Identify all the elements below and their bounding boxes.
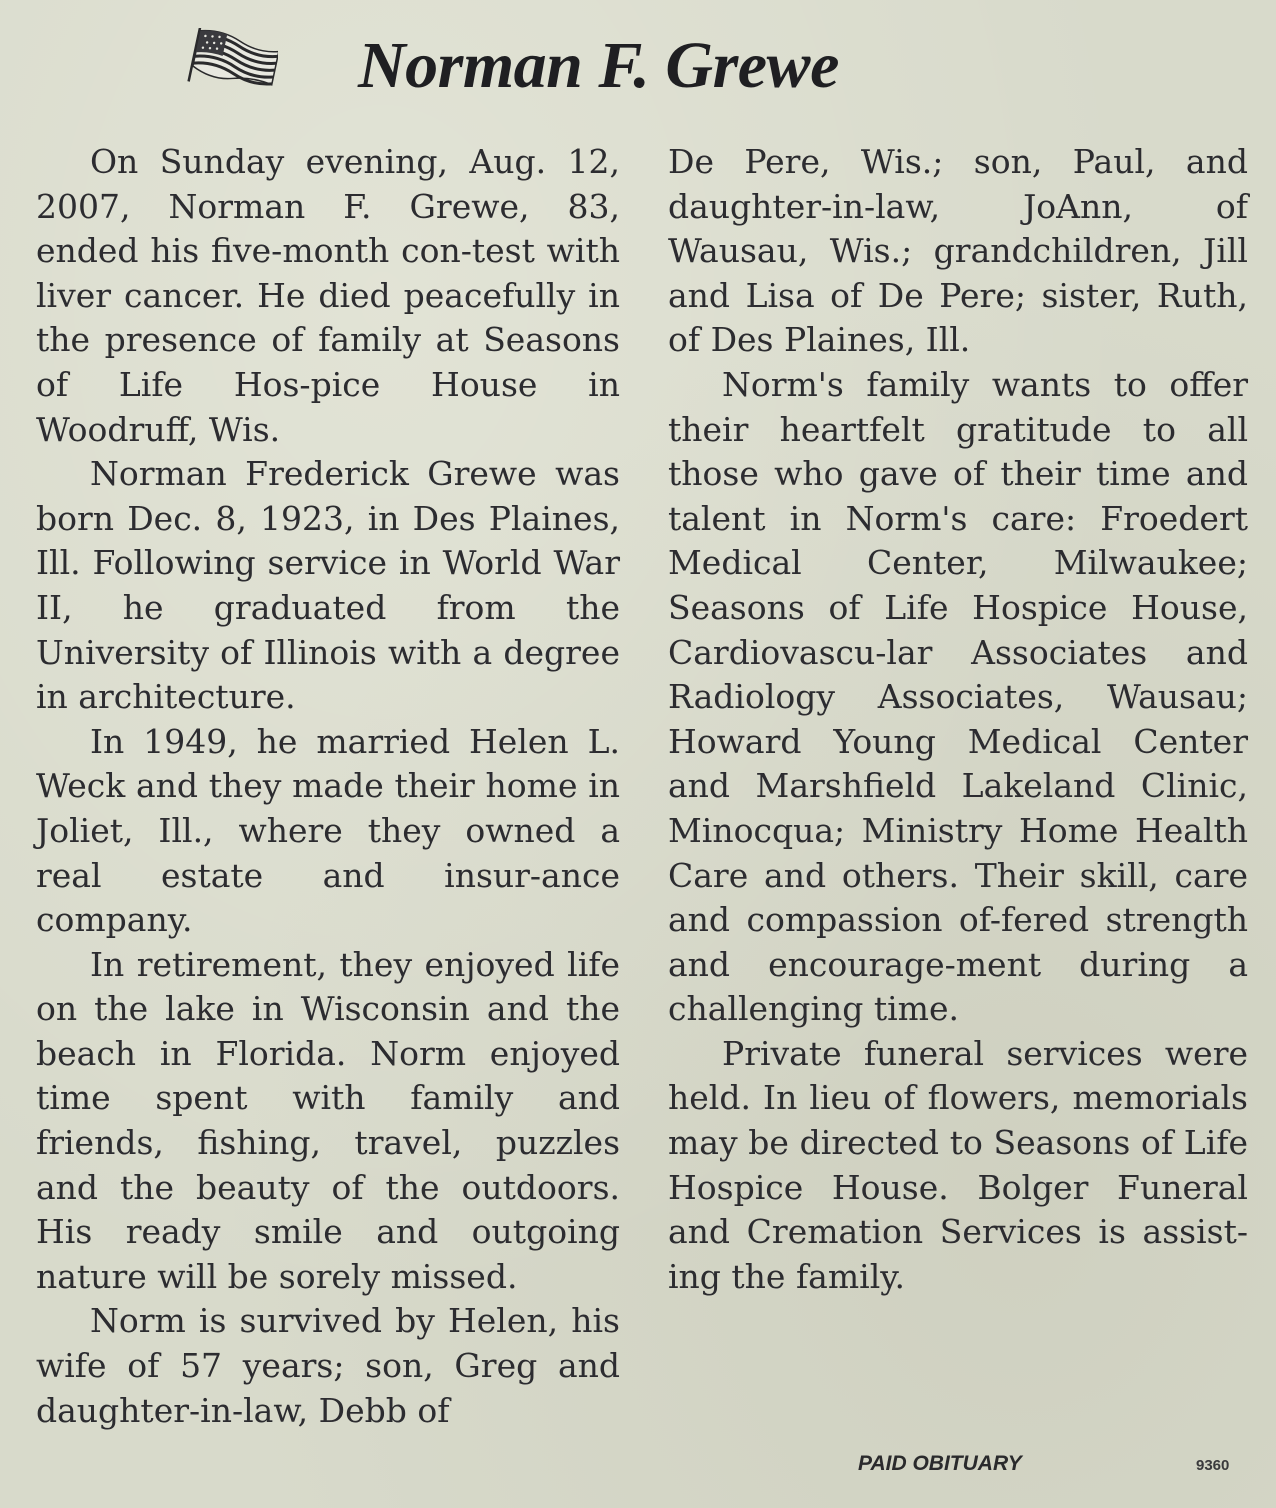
paid-obituary-label: PAID OBITUARY (858, 1452, 1022, 1475)
left-column (36, 140, 620, 1433)
paragraph: Private funeral services were held. In lieu of flowers, memorials may be directed to Seasons of Life Hospice House. Bolger Funeral and Cremation Services is assist-ing the family. (668, 1033, 1248, 1296)
right-column (668, 140, 1248, 1299)
paragraph: Norman Frederick Grewe was born Dec. 8, 1923, in Des Plaines, Ill. Following service in World War II, he graduated from the University of Illinois with a degree in architecture. (36, 454, 620, 717)
obituary-title: Norman F. Grewe (358, 29, 839, 102)
ad-code: 9360 (1196, 1457, 1230, 1474)
american-flag-icon (186, 28, 278, 92)
paragraph: In 1949, he married Helen L. Weck and they made their home in Joliet, Ill., where they owned a real estate and insur-ance company. (36, 721, 620, 940)
obituary-header (0, 18, 1276, 118)
paragraph: De Pere, Wis.; son, Paul, and daughter-in-law, JoAnn, of Wausau, Wis.; grandchildren, Jill and Lisa of De Pere; sister, Ruth, of Des Plaines, Ill. (668, 142, 1248, 360)
paragraph: On Sunday evening, Aug. 12, 2007, Norman F. Grewe, 83, ended his five-month con-test with liver cancer. He died peacefully in the presence of family at Seasons of Life Hos-pice House in Woodruff, Wis. (36, 142, 620, 449)
paragraph: In retirement, they enjoyed life on the lake in Wisconsin and the beach in Florida. Norm enjoyed time spent with family and friends, fishing, travel, puzzles and the beauty of the outdoors. His ready smile and outgoing nature will be sorely missed. (36, 944, 620, 1296)
paragraph: Norm is survived by Helen, his wife of 57 years; son, Greg and daughter-in-law, Debb of (36, 1301, 620, 1430)
paragraph: Norm's family wants to offer their heartfelt gratitude to all those who gave of their time and talent in Norm's care: Froedert Medical Center, Milwaukee; Seasons of Life Hospice House, Cardiovascu-lar Associates and Radiology Associates, Wausau; Howard Young Medical Center and Marshfield Lakeland Clinic, Minocqua; Ministry Home Health Care and others. Their skill, care and compassion of-fered strength and encourage-ment during a challenging time. (668, 364, 1248, 1029)
